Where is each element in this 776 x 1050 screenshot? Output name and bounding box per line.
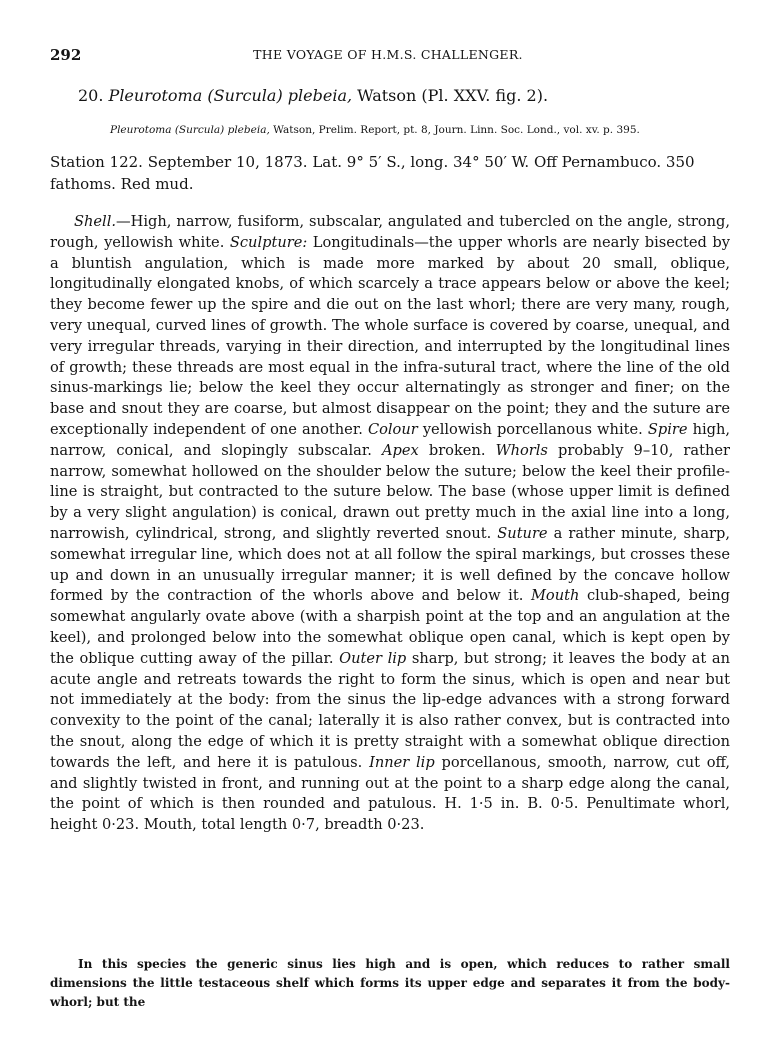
desc-label-whorls: Whorls (495, 441, 548, 459)
running-title: THE VOYAGE OF H.M.S. CHALLENGER. (253, 47, 523, 62)
desc-text-suture: a rather minute, sharp, somewhat irregular line, which does not at all follow the spiral markings, but crosses these up and down in an unusually irregular manner; it is well defined by the concave hollow formed by the contraction of the whorls above and below it. (50, 524, 730, 605)
desc-text-shell: —High, narrow, fusiform, subscalar, angulated and tubercled on the angle, strong, rough, yellowish white. (50, 213, 730, 251)
station-text: Station 122. September 10, 1873. Lat. 9° 5′ S., long. 34° 50′ W. Off Pernambuco. 350 fathoms. Red mud. (50, 153, 695, 193)
page-header (50, 46, 726, 66)
species-author: Watson (357, 86, 417, 105)
reference-citation: Watson, Prelim. Report, pt. 8, Journ. Linn. Soc. Lond., vol. xv. p. 395. (273, 124, 640, 136)
desc-text-outer-lip: sharp, but strong; it leaves the body at an acute angle and retreats towards the right to form the sinus, which is open and near but not immediately at the body: from the sinus the lip-edge advances with a strong forward convexity to the point of the canal; laterally it is also rather convex, but is contracted into the snout, along the edge of which it is pretty straight with a somewhat oblique direction towards the left, and here it is patulous. (50, 649, 730, 771)
species-genus: Pleurotoma (108, 86, 203, 105)
desc-label-sculpture: Sculpture: (229, 233, 308, 251)
desc-text-colour: yellowish porcellanous white. (422, 420, 643, 438)
reference-name: Pleurotoma (Surcula) plebeia, (110, 124, 270, 136)
desc-label-suture: Suture (497, 524, 548, 542)
desc-text-mouth: club-shaped, being somewhat angularly ovate above (with a sharpish point at the top and an angulation at the keel), and prolonged below into the somewhat oblique open canal, which is kept open by the oblique cutting away of the pillar. (50, 587, 731, 667)
description-paragraph (50, 212, 730, 836)
desc-text-inner-lip: porcellanous, smooth, narrow, cut off, and slightly twisted in front, and running out at the point to a sharp edge along the canal, the point of which is then rounded and patulous. H. 1·5 in. B. 0·5. Penultimate whorl, height 0·23. Mouth, total length 0·7, breadth 0·23. (50, 753, 731, 834)
desc-text-sculpture: Longitudinals—the upper whorls are nearly bisected by a bluntish angulation, which is made more marked by about 20 small, oblique, longitudinally elongated knobs, of which scarcely a trace appears below or above the keel; they become fewer up the spire and die out on the last whorl; there are very many, rough, very unequal, curved lines of growth. The whole surface is covered by coarse, unequal, and very irregular threads, varying in their direction, and interrupted by the longitudinal lines of growth; these threads are most equal in the infra-sutural tract, where the line of the old sinus-markings lie; below the keel they occur alternatingly as stronger and finer; on the base and snout they are coarse, but almost disappear on the point; they and the suture are exceptionally independent of one another. (50, 233, 731, 438)
desc-text-spire: high, narrow, conical, and slopingly subscalar. (50, 420, 731, 459)
page-number: 292 (50, 46, 82, 64)
desc-label-colour: Colour (367, 420, 418, 438)
desc-label-spire: Spire (647, 420, 688, 438)
species-plate: (Pl. XXV. fig. 2). (421, 86, 549, 105)
species-epithet: plebeia, (287, 86, 353, 105)
desc-label-shell: Shell. (74, 213, 117, 230)
species-subgenus: (Surcula) (207, 86, 283, 105)
desc-label-inner-lip: Inner lip (369, 753, 435, 771)
species-number: 20. (78, 86, 104, 105)
note-text: In this species the generic sinus lies high and is open, which reduces to rather small dimensions the little testaceous shelf which forms its upper edge and separates it from the body-whorl; but the (50, 957, 730, 1009)
station-info (50, 151, 730, 195)
desc-label-outer-lip: Outer lip (339, 649, 407, 667)
species-heading (78, 86, 548, 105)
desc-text-apex: broken. (428, 441, 486, 459)
literature-reference (110, 124, 640, 136)
note-paragraph (50, 955, 730, 1012)
desc-label-mouth: Mouth (530, 587, 580, 605)
desc-label-apex: Apex (382, 441, 419, 459)
desc-text-whorls: probably 9–10, rather narrow, somewhat hollowed on the shoulder below the suture; below the keel their profile-line is straight, but contracted to the suture below. The base (whose upper limit is defined by a very slight angulation) is conical, drawn out pretty much in the axial line into a long, narrowish, cylindrical, strong, and slightly reverted snout. (50, 441, 730, 542)
